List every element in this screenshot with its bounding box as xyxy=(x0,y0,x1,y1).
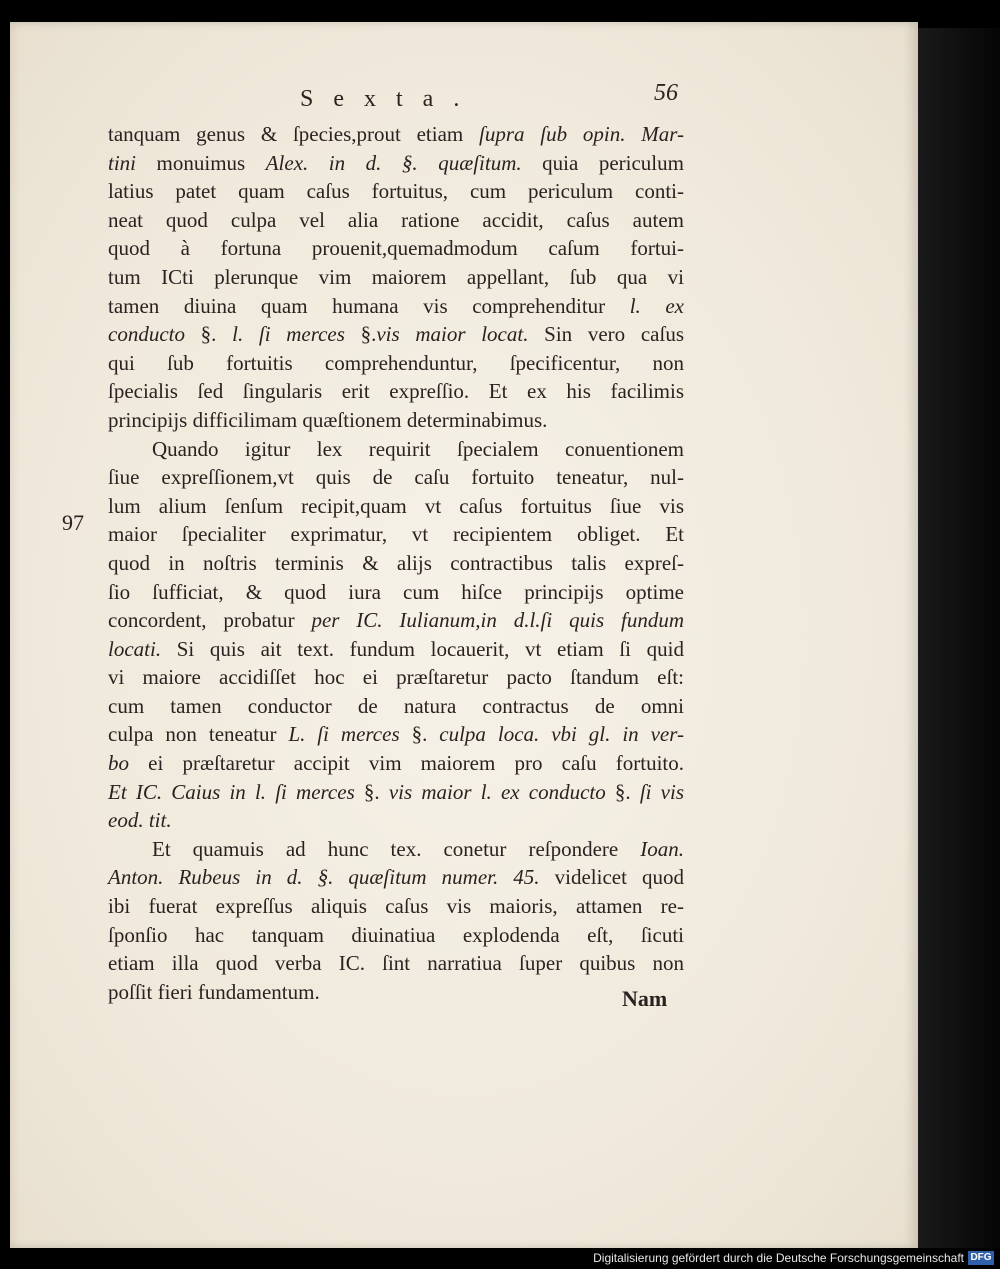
text-segment: culpa non teneatur xyxy=(108,722,289,747)
text-segment: etiam illa quod verba IC. ſint narratiua ſuper quibus non xyxy=(108,951,684,976)
text-line xyxy=(108,578,684,607)
italic-citation: Alex. in d. §. quæſitum. xyxy=(265,150,522,175)
italic-citation: l. ſi merces xyxy=(232,322,345,347)
text-line xyxy=(108,863,684,892)
italic-citation: L. ſi merces xyxy=(288,722,400,747)
page-header xyxy=(0,66,1000,112)
italic-citation: Ioan. xyxy=(640,836,684,861)
text-line xyxy=(108,177,684,206)
footer-bar xyxy=(0,1248,1000,1269)
italic-citation: culpa loca. vbi gl. in ver- xyxy=(439,722,685,747)
text-segment: latius patet quam caſus fortuitus, cum periculum conti- xyxy=(108,179,684,204)
text-segment: §. xyxy=(354,779,389,804)
text-segment: tum ICti plerunque vim maiorem appellant, ſub qua vi xyxy=(108,264,684,289)
text-segment: maior ſpecialiter exprimatur, vt recipientem obliget. Et xyxy=(108,522,684,547)
italic-citation: tini xyxy=(108,150,137,175)
text-line xyxy=(108,320,684,349)
text-segment: ſponſio hac tanquam diuinatiua explodenda eſt, ſicuti xyxy=(108,922,684,947)
italic-citation: conducto xyxy=(108,322,185,347)
text-segment: videlicet quod xyxy=(539,865,684,890)
text-line xyxy=(108,120,684,149)
italic-citation: vis maior locat. xyxy=(376,322,529,347)
text-line xyxy=(108,806,684,835)
text-line xyxy=(108,692,684,721)
text-segment: lum alium ſenſum recipit,quam vt caſus fortuitus ſiue vis xyxy=(108,493,684,518)
italic-citation: l. ex xyxy=(629,293,684,318)
text-line xyxy=(108,149,684,178)
text-segment: ſpecialis ſed ſingularis erit expreſſio. Et ex his facilimis xyxy=(108,379,684,404)
text-segment: ibi fuerat expreſſus aliquis caſus vis maioris, attamen re- xyxy=(108,894,684,919)
text-segment: cum tamen conductor de natura contractus de omni xyxy=(108,693,684,718)
text-line xyxy=(108,492,684,521)
italic-citation: eod. tit. xyxy=(108,808,172,833)
text-segment: vi maiore accidiſſet hoc ei præſtaretur pacto ſtandum eſt: xyxy=(108,665,684,690)
italic-citation: per IC. Iulianum,in d.l.ſi quis fundum xyxy=(311,608,684,633)
dfg-logo-icon: DFG xyxy=(968,1251,994,1265)
text-segment: §. xyxy=(605,779,640,804)
text-line xyxy=(108,921,684,950)
funding-credit: Digitalisierung gefördert durch die Deutsche Forschungsgemeinschaft xyxy=(593,1251,964,1265)
text-line xyxy=(108,377,684,406)
text-segment: tamen diuina quam humana vis comprehenditur xyxy=(108,293,630,318)
text-line xyxy=(108,406,684,435)
catchword: Nam xyxy=(622,986,668,1011)
text-line xyxy=(108,349,684,378)
text-line xyxy=(108,234,684,263)
text-segment: concordent, probatur xyxy=(108,608,312,633)
page-number: 56 xyxy=(654,80,678,106)
text-line xyxy=(108,720,684,749)
italic-citation: ſupra ſub opin. Mar- xyxy=(479,122,684,146)
text-line xyxy=(108,892,684,921)
text-line xyxy=(108,435,684,464)
text-segment: ſiue expreſſionem,vt quis de caſu fortuito teneatur, nul- xyxy=(108,465,684,490)
italic-citation: vis maior l. ex conducto xyxy=(388,779,606,804)
text-segment: Sin vero caſus xyxy=(528,322,684,347)
italic-citation: Anton. Rubeus in d. §. quæſitum numer. 45. xyxy=(108,865,540,890)
text-line xyxy=(108,549,684,578)
text-line xyxy=(108,778,684,807)
text-segment: quod in noſtris terminis & alijs contractibus talis expreſ- xyxy=(108,550,684,575)
text-segment: tanquam genus & ſpecies,prout etiam xyxy=(108,122,480,146)
text-segment: monuimus xyxy=(136,150,266,175)
text-segment: §. xyxy=(184,322,233,347)
text-segment: ei præſtaretur accipit vim maiorem pro caſu fortuito. xyxy=(129,751,684,776)
italic-citation: Et IC. Caius in l. ſi merces xyxy=(108,779,355,804)
body-text xyxy=(108,120,684,1006)
text-line xyxy=(108,978,684,1007)
text-segment: quia periculum xyxy=(521,150,684,175)
text-segment: Si quis ait text. fundum locauerit, vt etiam ſi quid xyxy=(161,636,684,661)
text-segment: §. xyxy=(399,722,440,747)
text-segment: Quando igitur lex requirit ſpecialem conuentionem xyxy=(152,436,684,461)
text-line xyxy=(108,263,684,292)
text-segment: neat quod culpa vel alia ratione accidit, caſus autem xyxy=(108,207,684,232)
text-line xyxy=(108,663,684,692)
text-segment: ſio ſufficiat, & quod iura cum hiſce principijs optime xyxy=(108,579,684,604)
text-segment: Et quamuis ad hunc tex. conetur reſpondere xyxy=(152,836,641,861)
text-segment: qui ſub fortuitis comprehenduntur, ſpecificentur, non xyxy=(108,350,684,375)
page-gutter xyxy=(918,28,1000,1248)
text-line xyxy=(108,292,684,321)
text-segment: principijs difficilimam quæſtionem determinabimus. xyxy=(108,407,548,432)
margin-note-number: 97 xyxy=(62,510,84,535)
text-line xyxy=(108,749,684,778)
text-segment: quod à fortuna prouenit,quemadmodum caſum fortui- xyxy=(108,236,684,261)
text-line xyxy=(108,635,684,664)
italic-citation: locati. xyxy=(108,636,162,661)
text-line xyxy=(108,835,684,864)
text-line xyxy=(108,463,684,492)
text-line xyxy=(108,206,684,235)
text-segment: §. xyxy=(344,322,377,347)
text-line xyxy=(108,606,684,635)
text-line xyxy=(108,520,684,549)
running-head: Sexta. xyxy=(300,86,480,112)
italic-citation: bo xyxy=(108,751,129,776)
italic-citation: ſi vis xyxy=(639,779,684,804)
text-line xyxy=(108,949,684,978)
text-segment: poſſit fieri fundamentum. xyxy=(108,979,320,1004)
